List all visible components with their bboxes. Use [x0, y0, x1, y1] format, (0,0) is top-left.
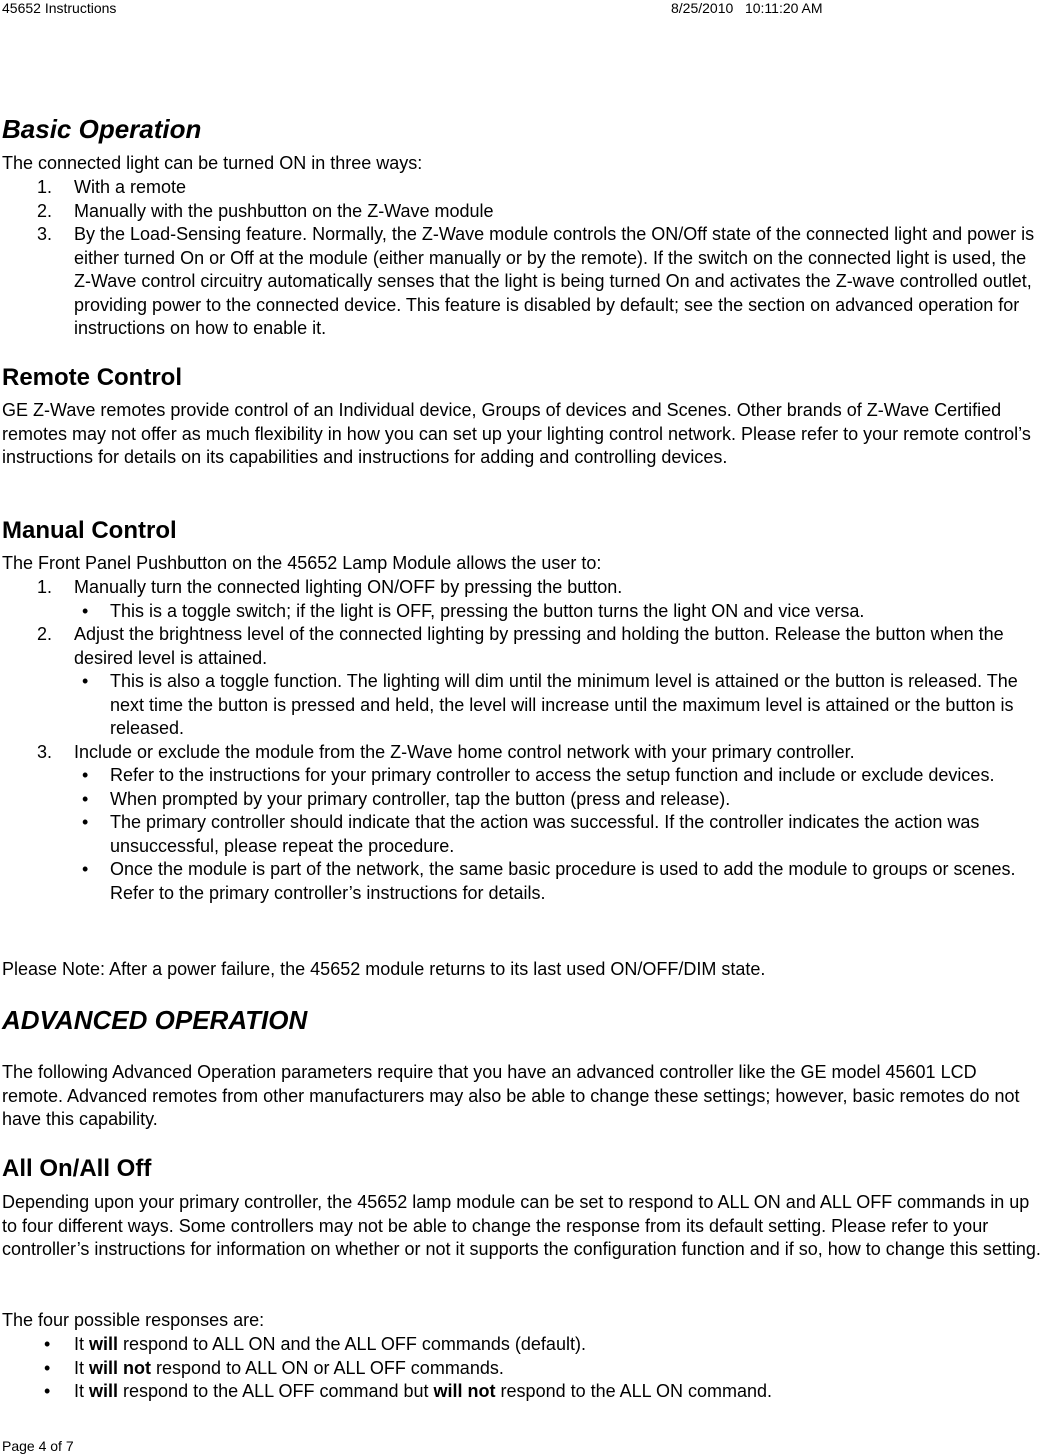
list-number: 2. — [37, 200, 53, 221]
list-item — [2, 223, 1045, 341]
manual-control-intro: The Front Panel Pushbutton on the 45652 Lamp Module allows the user to: — [2, 553, 602, 573]
list-number: 2. — [37, 624, 53, 644]
advanced-operation-heading: ADVANCED OPERATION — [2, 1005, 308, 1035]
bullet-text: Refer to the instructions for your primary controller to access the setup function and include or exclude devices. — [110, 765, 995, 785]
bullet-text: Once the module is part of the network, the same basic procedure is used to add the module to groups or scenes. Refer to the primary controller’s instructions for details. — [110, 859, 1016, 903]
list-number: 1. — [37, 177, 53, 197]
list-item — [2, 741, 1045, 906]
sub-bullet-list — [74, 670, 1045, 741]
bullet-text: This is a toggle switch; if the light is OFF, pressing the button turns the light ON and vice versa. — [110, 600, 865, 621]
bullet-text: When prompted by your primary controller, tap the button (press and release). — [110, 788, 731, 809]
responses-list — [2, 1333, 1045, 1404]
bullet-text: This is also a toggle function. The lighting will dim until the minimum level is attained or the button is released. The next time the button is pressed and held, the level will increase until the maximum level is attained or the button is released. — [110, 671, 1018, 738]
manual-control-list — [2, 576, 1045, 905]
basic-operation-intro: The connected light can be turned ON in three ways: — [2, 153, 423, 173]
list-item-text: Manually with the pushbutton on the Z-Wave module — [74, 200, 494, 221]
bullet-icon: • — [82, 671, 89, 691]
list-item — [2, 623, 1045, 741]
sub-bullet-list — [74, 764, 1045, 905]
response-text: respond to ALL ON or ALL OFF commands. — [151, 1357, 504, 1378]
remote-control-body: GE Z-Wave remotes provide control of an Individual device, Groups of devices and Scenes. Other brands of Z-Wave Certified remotes may not offer as much flexibility in how you can set up your lighting control network. Please refer to your remote control’s instructions for details on its capabilities and instructions for adding and controlling devices. — [2, 400, 1031, 467]
response-text: It — [74, 1357, 90, 1378]
all-on-off-body: Depending upon your primary controller, the 45652 lamp module can be set to respond to ALL ON and ALL OFF commands in up to four different ways. Some controllers may not be able to change the response from its default setting. Please refer to your controller’s instructions for information on whether or not it supports the configuration function and if so, how to change this setting. — [2, 1192, 1041, 1259]
running-header-timestamp: 8/25/2010 10:11:20 AM — [671, 0, 823, 16]
list-item-text: Adjust the brightness level of the connected lighting by pressing and holding the button. Release the button when the desired level is attained. — [74, 624, 1004, 668]
bullet-icon: • — [82, 859, 89, 879]
running-header-title: 45652 Instructions — [2, 0, 117, 16]
response-emphasis: will not — [433, 1381, 496, 1401]
response-emphasis: will not — [89, 1357, 152, 1378]
list-number: 1. — [37, 577, 53, 597]
list-item — [2, 176, 1045, 200]
bullet-item — [2, 670, 1045, 741]
power-failure-note: Please Note: After a power failure, the 45652 module returns to its last used ON/OFF/DIM state. — [2, 959, 766, 979]
response-item — [2, 1333, 1045, 1357]
bullet-item — [2, 600, 1045, 624]
advanced-operation-body: The following Advanced Operation parameters require that you have an advanced controller like the GE model 45601 LCD remote. Advanced remotes from other manufacturers may also be able to change these settings; however, basic remotes do not have this capability. — [2, 1062, 1020, 1129]
bullet-icon: • — [82, 765, 89, 785]
sub-bullet-list — [74, 600, 1045, 624]
response-text: respond to ALL ON and the ALL OFF commands (default). — [118, 1334, 586, 1354]
response-item — [2, 1380, 1045, 1404]
list-item — [2, 576, 1045, 623]
bullet-text: The primary controller should indicate that the action was successful. If the controller indicates the action was unsuccessful, please repeat the procedure. — [110, 812, 980, 856]
bullet-icon: • — [44, 1357, 51, 1378]
bullet-item — [2, 858, 1045, 905]
response-text: It — [74, 1381, 90, 1401]
response-emphasis: will — [89, 1334, 119, 1354]
remote-control-heading: Remote Control — [2, 364, 182, 391]
list-item-text: Include or exclude the module from the Z-Wave home control network with your primary controller. — [74, 741, 855, 762]
response-text: respond to the ALL OFF command but — [118, 1381, 434, 1401]
response-emphasis: will — [89, 1381, 119, 1401]
bullet-icon: • — [44, 1334, 51, 1354]
list-item-text: Manually turn the connected lighting ON/OFF by pressing the button. — [74, 577, 623, 597]
list-item — [2, 200, 1045, 224]
list-number: 3. — [37, 741, 53, 762]
page-number: Page 4 of 7 — [2, 1438, 74, 1454]
list-item-text: By the Load-Sensing feature. Normally, the Z-Wave module controls the ON/Off state of the connected light and power is either turned On or Off at the module (either manually or by the remote). If the switch on the connected light is used, the Z-Wave control circuitry automatically senses that the light is being turned On and activates the Z-wave controlled outlet, providing power to the connected device. This feature is disabled by default; see the section on advanced operation for instructions on how to enable it. — [74, 224, 1035, 338]
manual-control-heading: Manual Control — [2, 517, 177, 544]
bullet-icon: • — [82, 600, 89, 621]
bullet-icon: • — [82, 812, 89, 832]
list-item-text: With a remote — [74, 177, 187, 197]
bullet-icon: • — [82, 788, 89, 809]
list-number: 3. — [37, 224, 53, 244]
bullet-icon: • — [44, 1381, 51, 1401]
all-on-off-heading: All On/All Off — [2, 1155, 152, 1182]
responses-intro: The four possible responses are: — [2, 1310, 265, 1330]
bullet-item — [2, 811, 1045, 858]
bullet-item — [2, 788, 1045, 812]
bullet-item — [2, 764, 1045, 788]
response-text: respond to the ALL ON command. — [495, 1381, 773, 1401]
response-text: It — [74, 1334, 90, 1354]
basic-operation-heading: Basic Operation — [2, 114, 202, 144]
basic-operation-list — [2, 176, 1045, 341]
response-item — [2, 1357, 1045, 1381]
